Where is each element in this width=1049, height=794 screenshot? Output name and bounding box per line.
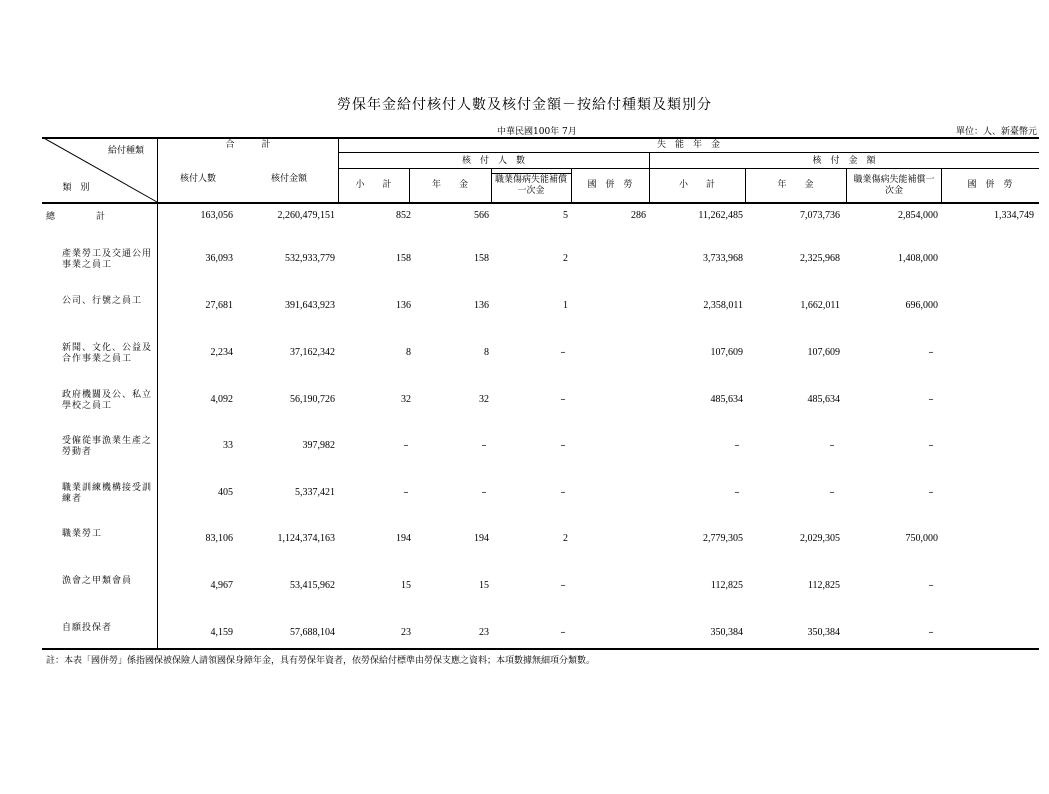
cell-ta: 1,124,374,163 — [277, 533, 335, 544]
cell-ca: 15 — [479, 580, 489, 591]
cell-as: 107,609 — [710, 347, 743, 358]
cell-cs: 15 — [401, 580, 411, 591]
cell-cs: – — [403, 487, 409, 498]
header-amount-national: 國 併 勞 — [967, 180, 1013, 190]
cell-as: 350,384 — [710, 627, 743, 638]
cell-aa: 2,029,305 — [800, 533, 840, 544]
cell-al: – — [928, 394, 934, 405]
cell-al: – — [928, 580, 934, 591]
cell-cl: 2 — [563, 533, 568, 544]
row-label: 政府機關及公、私立學校之員工 — [62, 390, 153, 411]
cell-aa: 2,325,968 — [800, 253, 840, 264]
header-count-national: 國 併 勞 — [587, 180, 633, 190]
cell-cs: 852 — [396, 210, 411, 221]
cell-cs: 136 — [396, 300, 411, 311]
header-count-subtotal: 小 計 — [355, 180, 392, 190]
cell-as: 2,779,305 — [703, 533, 743, 544]
footnote: 註：本表「國併勞」係指國保被保險人請領國保身障年金，具有勞保年資者，依勞保給付標準由勞保支應之資料；本項數據無細項分類數。 — [46, 656, 596, 666]
cell-al: 750,000 — [905, 533, 938, 544]
cell-ta: 57,688,104 — [290, 627, 335, 638]
cell-ca: 23 — [479, 627, 489, 638]
cell-cl: – — [560, 580, 566, 591]
cell-al: – — [928, 627, 934, 638]
cell-ta: 53,415,962 — [290, 580, 335, 591]
row-label: 總 計 — [46, 212, 107, 222]
cell-ta: 56,190,726 — [290, 394, 335, 405]
unit-label: 單位：人、新臺幣元 — [955, 127, 1037, 137]
cell-as: 485,634 — [710, 394, 743, 405]
cell-as: – — [734, 487, 740, 498]
cell-cl: – — [560, 487, 566, 498]
header-count-annuity: 年 金 — [431, 180, 468, 190]
cell-aa: – — [829, 487, 835, 498]
cell-tc: 36,093 — [205, 253, 233, 264]
cell-al: – — [928, 487, 934, 498]
cell-ta: 2,260,479,151 — [277, 210, 335, 221]
cell-cl: 1 — [563, 300, 568, 311]
page-title: 勞保年金給付核付人數及核付金額－按給付種類及類別分 — [337, 97, 712, 113]
cell-ca: 566 — [474, 210, 489, 221]
row-label: 新聞、文化、公益及合作事業之員工 — [62, 343, 153, 364]
cell-tc: 4,159 — [210, 627, 233, 638]
row-label: 自願投保者 — [62, 623, 113, 633]
cell-cs: 32 — [401, 394, 411, 405]
cell-cl: – — [560, 440, 566, 451]
row-label: 漁會之甲類會員 — [62, 576, 133, 586]
cell-al: – — [928, 347, 934, 358]
cell-as: 11,262,485 — [698, 210, 743, 221]
header-amount-annuity: 年 金 — [777, 180, 814, 190]
cell-cl: – — [560, 347, 566, 358]
cell-cl: – — [560, 394, 566, 405]
cell-ta: 532,933,779 — [285, 253, 335, 264]
cell-ta: 5,337,421 — [295, 487, 335, 498]
cell-ca: 158 — [474, 253, 489, 264]
row-label: 受僱從事漁業生產之勞動者 — [62, 436, 153, 457]
cell-tc: 2,234 — [210, 347, 233, 358]
cell-tc: 405 — [218, 487, 233, 498]
cell-al: 2,854,000 — [898, 210, 938, 221]
cell-tc: 163,056 — [200, 210, 233, 221]
cell-cs: 8 — [406, 347, 411, 358]
cell-aa: 350,384 — [807, 627, 840, 638]
cell-al: 696,000 — [905, 300, 938, 311]
cell-tc: 83,106 — [205, 533, 233, 544]
cell-ca: – — [481, 440, 487, 451]
cell-cs: 23 — [401, 627, 411, 638]
cell-tc: 33 — [223, 440, 233, 451]
cell-ca: 194 — [474, 533, 489, 544]
header-total-group: 合 計 — [225, 140, 271, 150]
cell-ca: 32 — [479, 394, 489, 405]
cell-aa: 485,634 — [807, 394, 840, 405]
header-count-lumpsum: 職業傷病失能補償一次金 — [494, 175, 567, 196]
cell-aa: 1,662,011 — [800, 300, 840, 311]
row-label: 產業勞工及交通公用事業之員工 — [62, 249, 153, 270]
cell-ca: 136 — [474, 300, 489, 311]
cell-aa: – — [829, 440, 835, 451]
cell-tc: 27,681 — [205, 300, 233, 311]
header-total-amount: 核付金額 — [270, 174, 307, 184]
cell-aa: 112,825 — [807, 580, 840, 591]
cell-cs: – — [403, 440, 409, 451]
cell-cs: 194 — [396, 533, 411, 544]
cell-as: – — [734, 440, 740, 451]
header-benefit-type: 給付種類 — [107, 146, 144, 156]
cell-al: 1,408,000 — [898, 253, 938, 264]
cell-an: 1,334,749 — [994, 210, 1034, 221]
cell-aa: 107,609 — [807, 347, 840, 358]
cell-cs: 158 — [396, 253, 411, 264]
cell-ta: 397,982 — [302, 440, 335, 451]
header-category: 類 別 — [62, 183, 90, 193]
cell-as: 3,733,968 — [703, 253, 743, 264]
header-count-group: 核 付 人 數 — [461, 156, 525, 166]
cell-ta: 391,643,923 — [285, 300, 335, 311]
header-total-count: 核付人數 — [179, 174, 216, 184]
cell-as: 112,825 — [710, 580, 743, 591]
report-period: 中華民國100年 7月 — [497, 127, 577, 137]
cell-al: – — [928, 440, 934, 451]
row-label: 職業訓練機構接受訓練者 — [62, 483, 153, 504]
cell-as: 2,358,011 — [703, 300, 743, 311]
header-disability-group: 失 能 年 金 — [656, 140, 720, 150]
cell-cl: – — [560, 627, 566, 638]
header-amount-subtotal: 小 計 — [678, 180, 715, 190]
cell-cn: 286 — [631, 210, 646, 221]
cell-ca: 8 — [484, 347, 489, 358]
cell-tc: 4,092 — [210, 394, 233, 405]
header-amount-lumpsum: 職業傷病失能補償一次金 — [853, 175, 935, 196]
row-label: 公司、行號之員工 — [62, 296, 143, 306]
row-label: 職業勞工 — [62, 529, 103, 539]
cell-aa: 7,073,736 — [800, 210, 840, 221]
cell-tc: 4,967 — [210, 580, 233, 591]
cell-ca: – — [481, 487, 487, 498]
cell-ta: 37,162,342 — [290, 347, 335, 358]
cell-cl: 2 — [563, 253, 568, 264]
cell-cl: 5 — [563, 210, 568, 221]
header-amount-group: 核 付 金 額 — [812, 156, 876, 166]
